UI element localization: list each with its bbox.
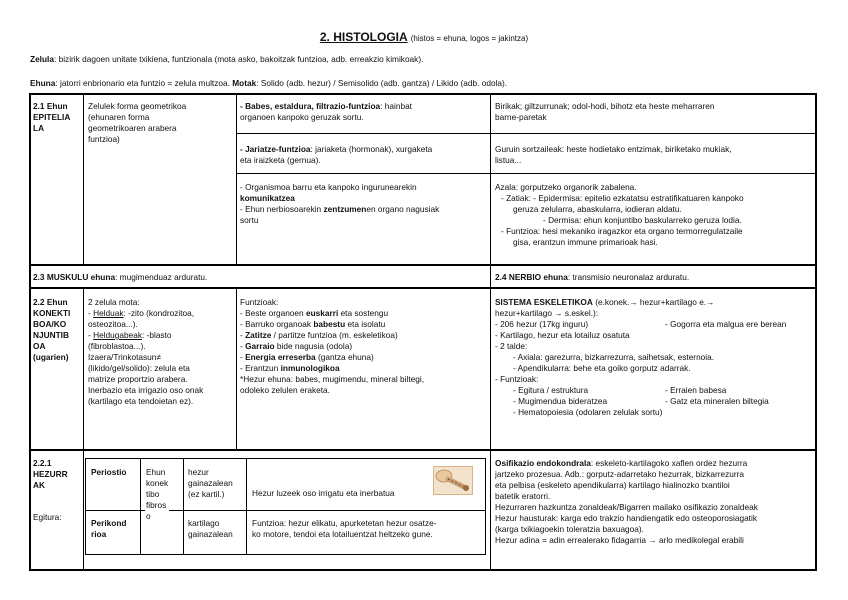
- page-title: [0, 30, 848, 44]
- hezurra-label: 2.2.1 HEZURR AK: [33, 458, 68, 490]
- hezurra-egitura: Egitura:: [33, 512, 62, 522]
- konektibo-funtzioak: Funtzioak: - Beste organoen euskarri eta sostengu - Barruko organoak babestu eta isolatu - Zatitze / partitze funtzioa (m. eskeletikoa) - Garraio bide nagusia (odola) - Energia erreserba (gantza ehuna) - Erantzun inmunologikoa *Hezur ehuna: babes, mugimendu, mineral biltegi, odoleko zelulen eraketa.: [240, 297, 425, 395]
- perikondrioa-desc: Funtzioa: hezur elikatu, apurketetan hezur osatze- ko motore, tendoi eta lotailuentzat heltzeko gune.: [252, 518, 437, 539]
- title-main: 2. HISTOLOGIA: [319, 30, 408, 44]
- perikondrioa-label: Perikond rioa: [91, 518, 127, 539]
- epitelial-example-jariatze: Guruin sortzaileak: heste hodietako entzimak, biriketako mukiak, listua...: [495, 144, 732, 165]
- title-sub: (histos = ehuna, logos = jakintza): [410, 34, 529, 43]
- muskulu-row: 2.3 MUSKULU ehuna: mugimenduaz arduratu.: [33, 272, 208, 282]
- epitelial-func-komunikazio: - Organismoa barru eta kanpoko ingurunearekin komunikatzea - Ehun nerbiosoarekin zentzumenen organo nagusiak sortu: [240, 182, 440, 225]
- hezurra-osifikazioa: Osifikazio endokondrala: eskeleto-kartilagoko xaflen ordez hezurra jartzeko prozesua. Adb.: gorputz-adarretako hezurrak, bizkarrezurra eta pelbisa (eskeleto apendikularra) kartilago hialinozko txantiloi batetik eratorri. Hezurraren hazkuntza zonaldeak/Bigarren mailako osifikazio zonaldeak Hezur hausturak: karga edo trakzio handiengatik edo osteoporosiagatik (karga txikiagoekin toleratzia baxuagoa). Hezur adina = adin errealerako fidagarria → arlo medikolegal erabili: [495, 458, 758, 545]
- sistema-eskeletikoa: SISTEMA ESKELETIKOA (e.konek.→ hezur+kartilago e.→ hezur+kartilago → s.eskel.): - 206 hezur (17kg inguru) - Gogorra eta malgua ere berean - Kartilago, hezur eta lotailuz osatuta - 2 talde: - Axiala: garezurra, bizkarrezurra, saihetsak, esternoia. - Apendikularra: behe eta goiko gorputz adarrak. - Funtzioak: - Egitura / estruktura - Erraien babesa - Mugimendua bideratzea - Gatz eta mineralen biltegia - Hematopoiesia (odolaren zelulak sortu): [495, 297, 787, 417]
- epitelial-example-azala: Azala: gorputzeko organorik zabalena. - Zatiak: - Epidermisa: epitelio ezkatatsu estratifikatuaren kanpoko geruza zelularra, abaskularra, iodieran aldatu. - Dermisa: ehun konjuntibo baskularreko geruza lodia. - Funtzioa: hesi mekaniko iragazkor eta organo termorregulatzaile gisa, erantzun immune primarioak hasi.: [495, 182, 744, 247]
- intro-ehuna: Ehuna: jatorri enbrionario eta funtzio = zelula multzoa. Motak: Solido (adb. hezur) / Semisolido (adb. gantza) / Likido (adb. odola).: [30, 78, 508, 88]
- ehun-konektibo-fibrosoa: Ehun konek tibo fibros o: [146, 467, 169, 521]
- periostio-label: Periostio: [91, 467, 127, 477]
- bone-illustration: [433, 466, 473, 495]
- nerbio-row: 2.4 NERBIO ehuna: transmisio neuronalaz arduratu.: [495, 272, 690, 282]
- periostio-desc: Hezur luzeek oso irrigatu eta inerbatua: [252, 488, 395, 498]
- konektibo-zelulak: 2 zelula mota: - Helduak: -zito (kondrozitoa, osteozitoa...). - Heldugabeak: -blasto (fibroblastoa...). Izaera/Trinkotasun≠ (likido/gel/solido): zelula eta matrize proportzio arabera. Inerbazio eta irrigazio oso onak (kartilago eta tendoietan ez).: [88, 297, 204, 406]
- epitelial-desc: Zelulek forma geometrikoa (ehunaren forma geometrikoaren arabera funtzioa): [88, 101, 187, 144]
- epitelial-example-babes: Birikak; giltzurrunak; odol-hodi, bihotz eta heste meharraren barne-paretak: [495, 101, 715, 122]
- kartilago-gainazalean: kartilago gainazalean: [188, 518, 233, 539]
- epitelial-func-jariatze: - Jariatze-funtzioa: jariaketa (hormonak), xurgaketa eta iraizketa (gernua).: [240, 144, 433, 165]
- epitelial-label: 2.1 Ehun EPITELIA LA: [33, 101, 71, 133]
- hezur-gainazalean: hezur gainazalean (ez kartil.): [188, 467, 233, 499]
- konektibo-label: 2.2 Ehun KONEKTI BOA/KO NJUNTIB OA (ugarien): [33, 297, 71, 362]
- intro-zelula: Zelula: bizirik dagoen unitate txikiena, funtzionala (mota asko, bakoitzak funtzioa, adb. erreakzio kimikoak).: [30, 54, 424, 64]
- epitelial-func-babes: - Babes, estaldura, filtrazio-funtzioa: hainbat organoen kanpoko geruzak sortu.: [240, 101, 412, 122]
